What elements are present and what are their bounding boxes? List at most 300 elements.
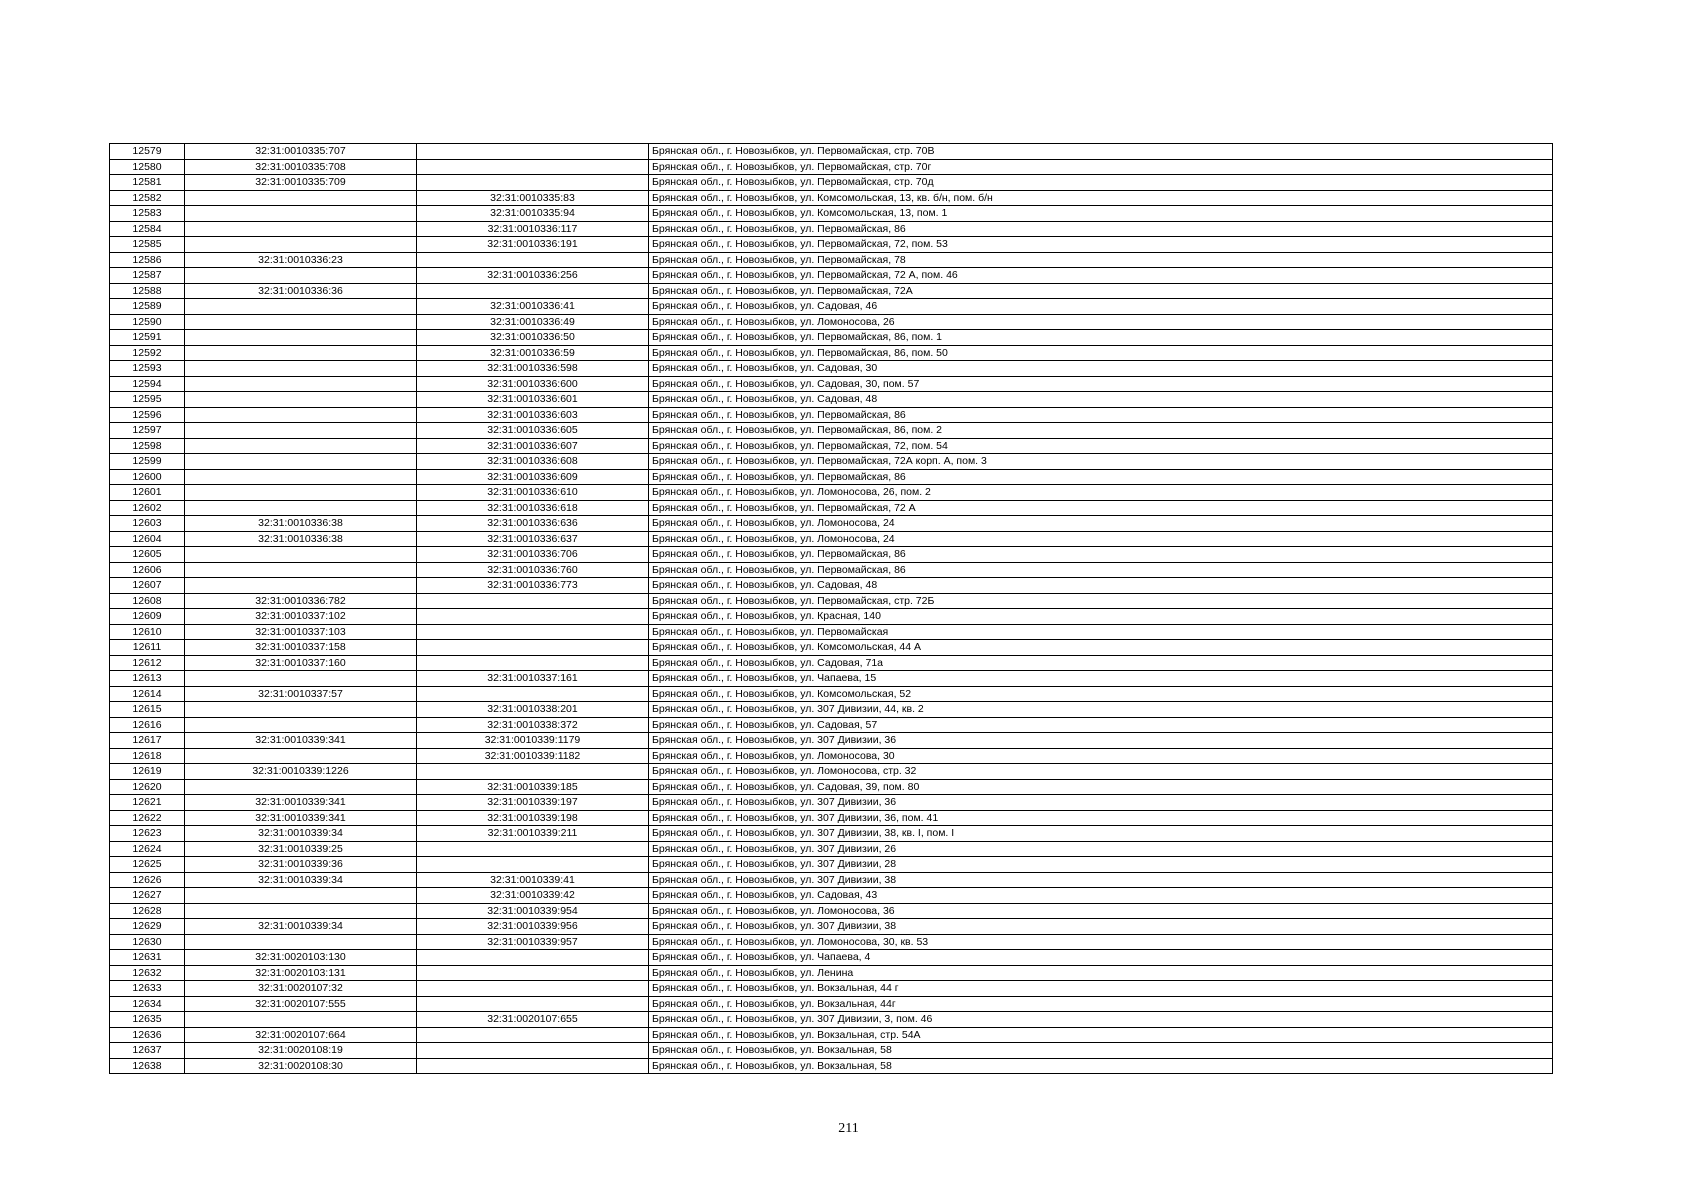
table-row	[110, 795, 1553, 811]
address-cell: Брянская обл., г. Новозыбков, ул. 307 Дивизии, 28	[649, 857, 1553, 873]
parcel-cadastral-number-cell	[185, 221, 417, 237]
address-cell: Брянская обл., г. Новозыбков, ул. Первомайская, стр. 72Б	[649, 593, 1553, 609]
table-row	[110, 981, 1553, 997]
parcel-cadastral-number-cell: 32:31:0010339:36	[185, 857, 417, 873]
object-cadastral-number-cell: 32:31:0010336:59	[417, 345, 649, 361]
table-row	[110, 919, 1553, 935]
object-cadastral-number-cell: 32:31:0010338:372	[417, 717, 649, 733]
parcel-cadastral-number-cell	[185, 748, 417, 764]
address-cell: Брянская обл., г. Новозыбков, ул. Комсомольская, 13, пом. 1	[649, 206, 1553, 222]
row-number-cell: 12610	[110, 624, 185, 640]
table-row	[110, 237, 1553, 253]
object-cadastral-number-cell	[417, 624, 649, 640]
parcel-cadastral-number-cell	[185, 903, 417, 919]
parcel-cadastral-number-cell	[185, 237, 417, 253]
table-row	[110, 454, 1553, 470]
address-cell: Брянская обл., г. Новозыбков, ул. Первомайская, 86	[649, 562, 1553, 578]
address-cell: Брянская обл., г. Новозыбков, ул. Первомайская, стр. 70В	[649, 144, 1553, 160]
row-number-cell: 12623	[110, 826, 185, 842]
parcel-cadastral-number-cell: 32:31:0010337:102	[185, 609, 417, 625]
table-row	[110, 376, 1553, 392]
object-cadastral-number-cell: 32:31:0010338:201	[417, 702, 649, 718]
row-number-cell: 12636	[110, 1027, 185, 1043]
row-number-cell: 12627	[110, 888, 185, 904]
object-cadastral-number-cell: 32:31:0010339:954	[417, 903, 649, 919]
parcel-cadastral-number-cell: 32:31:0010339:341	[185, 795, 417, 811]
parcel-cadastral-number-cell: 32:31:0010337:57	[185, 686, 417, 702]
table-row	[110, 500, 1553, 516]
address-cell: Брянская обл., г. Новозыбков, ул. Комсомольская, 44 А	[649, 640, 1553, 656]
table-row	[110, 485, 1553, 501]
address-cell: Брянская обл., г. Новозыбков, ул. Садовая, 48	[649, 578, 1553, 594]
parcel-cadastral-number-cell: 32:31:0010335:709	[185, 175, 417, 191]
table-row	[110, 299, 1553, 315]
row-number-cell: 12602	[110, 500, 185, 516]
parcel-cadastral-number-cell	[185, 779, 417, 795]
parcel-cadastral-number-cell: 32:31:0010339:34	[185, 919, 417, 935]
table-row	[110, 1043, 1553, 1059]
object-cadastral-number-cell: 32:31:0020107:655	[417, 1012, 649, 1028]
cadastral-table	[109, 143, 1553, 1074]
table-row	[110, 268, 1553, 284]
table-row	[110, 717, 1553, 733]
address-cell: Брянская обл., г. Новозыбков, ул. Ломоносова, 36	[649, 903, 1553, 919]
address-cell: Брянская обл., г. Новозыбков, ул. 307 Дивизии, 44, кв. 2	[649, 702, 1553, 718]
address-cell: Брянская обл., г. Новозыбков, ул. Ленина	[649, 965, 1553, 981]
object-cadastral-number-cell	[417, 640, 649, 656]
address-cell: Брянская обл., г. Новозыбков, ул. 307 Дивизии, 36, пом. 41	[649, 810, 1553, 826]
parcel-cadastral-number-cell: 32:31:0010336:38	[185, 516, 417, 532]
row-number-cell: 12609	[110, 609, 185, 625]
row-number-cell: 12590	[110, 314, 185, 330]
parcel-cadastral-number-cell: 32:31:0020107:32	[185, 981, 417, 997]
object-cadastral-number-cell: 32:31:0010339:956	[417, 919, 649, 935]
table-row	[110, 965, 1553, 981]
row-number-cell: 12582	[110, 190, 185, 206]
address-cell: Брянская обл., г. Новозыбков, ул. Первомайская, 72 А	[649, 500, 1553, 516]
parcel-cadastral-number-cell	[185, 407, 417, 423]
address-cell: Брянская обл., г. Новозыбков, ул. Красная, 140	[649, 609, 1553, 625]
object-cadastral-number-cell: 32:31:0010339:1179	[417, 733, 649, 749]
row-number-cell: 12612	[110, 655, 185, 671]
object-cadastral-number-cell	[417, 857, 649, 873]
object-cadastral-number-cell	[417, 159, 649, 175]
parcel-cadastral-number-cell	[185, 314, 417, 330]
parcel-cadastral-number-cell: 32:31:0020108:19	[185, 1043, 417, 1059]
address-cell: Брянская обл., г. Новозыбков, ул. Садовая, 39, пом. 80	[649, 779, 1553, 795]
row-number-cell: 12637	[110, 1043, 185, 1059]
object-cadastral-number-cell	[417, 996, 649, 1012]
row-number-cell: 12597	[110, 423, 185, 439]
row-number-cell: 12600	[110, 469, 185, 485]
page-number: 211	[838, 1121, 859, 1136]
parcel-cadastral-number-cell	[185, 702, 417, 718]
address-cell: Брянская обл., г. Новозыбков, ул. 307 Дивизии, 26	[649, 841, 1553, 857]
row-number-cell: 12635	[110, 1012, 185, 1028]
address-cell: Брянская обл., г. Новозыбков, ул. Ломоносова, 24	[649, 531, 1553, 547]
table-row	[110, 624, 1553, 640]
object-cadastral-number-cell: 32:31:0010336:600	[417, 376, 649, 392]
row-number-cell: 12586	[110, 252, 185, 268]
row-number-cell: 12606	[110, 562, 185, 578]
parcel-cadastral-number-cell: 32:31:0010339:34	[185, 872, 417, 888]
parcel-cadastral-number-cell	[185, 888, 417, 904]
address-cell: Брянская обл., г. Новозыбков, ул. Первомайская, 72, пом. 54	[649, 438, 1553, 454]
table-row	[110, 175, 1553, 191]
table-row	[110, 764, 1553, 780]
table-row	[110, 903, 1553, 919]
address-cell: Брянская обл., г. Новозыбков, ул. 307 Дивизии, 3, пом. 46	[649, 1012, 1553, 1028]
parcel-cadastral-number-cell	[185, 562, 417, 578]
table-row	[110, 748, 1553, 764]
parcel-cadastral-number-cell	[185, 671, 417, 687]
table-body	[110, 144, 1553, 1074]
table-row	[110, 531, 1553, 547]
parcel-cadastral-number-cell: 32:31:0010336:38	[185, 531, 417, 547]
parcel-cadastral-number-cell: 32:31:0010336:23	[185, 252, 417, 268]
table-row	[110, 686, 1553, 702]
address-cell: Брянская обл., г. Новозыбков, ул. Садовая, 46	[649, 299, 1553, 315]
object-cadastral-number-cell: 32:31:0010336:598	[417, 361, 649, 377]
table-row	[110, 826, 1553, 842]
object-cadastral-number-cell: 32:31:0010336:773	[417, 578, 649, 594]
parcel-cadastral-number-cell	[185, 330, 417, 346]
row-number-cell: 12585	[110, 237, 185, 253]
parcel-cadastral-number-cell: 32:31:0010335:708	[185, 159, 417, 175]
address-cell: Брянская обл., г. Новозыбков, ул. Первомайская, 86	[649, 547, 1553, 563]
object-cadastral-number-cell: 32:31:0010336:607	[417, 438, 649, 454]
address-cell: Брянская обл., г. Новозыбков, ул. Вокзальная, 58	[649, 1058, 1553, 1074]
address-cell: Брянская обл., г. Новозыбков, ул. Первомайская, 72 А, пом. 46	[649, 268, 1553, 284]
row-number-cell: 12625	[110, 857, 185, 873]
object-cadastral-number-cell: 32:31:0010336:50	[417, 330, 649, 346]
address-cell: Брянская обл., г. Новозыбков, ул. Ломоносова, стр. 32	[649, 764, 1553, 780]
row-number-cell: 12587	[110, 268, 185, 284]
table-row	[110, 1058, 1553, 1074]
row-number-cell: 12622	[110, 810, 185, 826]
address-cell: Брянская обл., г. Новозыбков, ул. Вокзальная, стр. 54А	[649, 1027, 1553, 1043]
row-number-cell: 12619	[110, 764, 185, 780]
address-cell: Брянская обл., г. Новозыбков, ул. Первомайская, стр. 70г	[649, 159, 1553, 175]
table-row	[110, 345, 1553, 361]
row-number-cell: 12598	[110, 438, 185, 454]
address-cell: Брянская обл., г. Новозыбков, ул. Комсомольская, 52	[649, 686, 1553, 702]
object-cadastral-number-cell	[417, 144, 649, 160]
row-number-cell: 12617	[110, 733, 185, 749]
table-row	[110, 702, 1553, 718]
parcel-cadastral-number-cell: 32:31:0010339:1226	[185, 764, 417, 780]
object-cadastral-number-cell	[417, 283, 649, 299]
address-cell: Брянская обл., г. Новозыбков, ул. Первомайская, 86, пом. 50	[649, 345, 1553, 361]
row-number-cell: 12584	[110, 221, 185, 237]
row-number-cell: 12614	[110, 686, 185, 702]
table-row	[110, 330, 1553, 346]
address-cell: Брянская обл., г. Новозыбков, ул. Первомайская, 86	[649, 407, 1553, 423]
row-number-cell: 12599	[110, 454, 185, 470]
address-cell: Брянская обл., г. Новозыбков, ул. Первомайская, 86	[649, 221, 1553, 237]
object-cadastral-number-cell: 32:31:0010339:42	[417, 888, 649, 904]
parcel-cadastral-number-cell: 32:31:0010339:341	[185, 733, 417, 749]
object-cadastral-number-cell: 32:31:0010336:610	[417, 485, 649, 501]
parcel-cadastral-number-cell	[185, 717, 417, 733]
row-number-cell: 12595	[110, 392, 185, 408]
parcel-cadastral-number-cell	[185, 345, 417, 361]
address-cell: Брянская обл., г. Новозыбков, ул. Вокзальная, 44г	[649, 996, 1553, 1012]
table-row	[110, 655, 1553, 671]
parcel-cadastral-number-cell	[185, 485, 417, 501]
object-cadastral-number-cell: 32:31:0010339:211	[417, 826, 649, 842]
table-row	[110, 190, 1553, 206]
row-number-cell: 12626	[110, 872, 185, 888]
parcel-cadastral-number-cell	[185, 206, 417, 222]
object-cadastral-number-cell: 32:31:0010336:609	[417, 469, 649, 485]
object-cadastral-number-cell: 32:31:0010339:957	[417, 934, 649, 950]
address-cell: Брянская обл., г. Новозыбков, ул. Садовая, 30	[649, 361, 1553, 377]
object-cadastral-number-cell	[417, 1043, 649, 1059]
table-row	[110, 221, 1553, 237]
address-cell: Брянская обл., г. Новозыбков, ул. 307 Дивизии, 38, кв. I, пом. I	[649, 826, 1553, 842]
table-row	[110, 562, 1553, 578]
row-number-cell: 12592	[110, 345, 185, 361]
table-row	[110, 733, 1553, 749]
address-cell: Брянская обл., г. Новозыбков, ул. Ломоносова, 30	[649, 748, 1553, 764]
object-cadastral-number-cell	[417, 950, 649, 966]
object-cadastral-number-cell	[417, 609, 649, 625]
table-row	[110, 547, 1553, 563]
address-cell: Брянская обл., г. Новозыбков, ул. Чапаева, 4	[649, 950, 1553, 966]
address-cell: Брянская обл., г. Новозыбков, ул. Первомайская, 72А	[649, 283, 1553, 299]
address-cell: Брянская обл., г. Новозыбков, ул. Садовая, 71а	[649, 655, 1553, 671]
parcel-cadastral-number-cell	[185, 934, 417, 950]
row-number-cell: 12580	[110, 159, 185, 175]
table-row	[110, 593, 1553, 609]
row-number-cell: 12589	[110, 299, 185, 315]
row-number-cell: 12607	[110, 578, 185, 594]
table-row	[110, 361, 1553, 377]
table-row	[110, 872, 1553, 888]
parcel-cadastral-number-cell	[185, 376, 417, 392]
address-cell: Брянская обл., г. Новозыбков, ул. 307 Дивизии, 38	[649, 872, 1553, 888]
parcel-cadastral-number-cell: 32:31:0010339:25	[185, 841, 417, 857]
table-row	[110, 252, 1553, 268]
table-row	[110, 392, 1553, 408]
parcel-cadastral-number-cell	[185, 190, 417, 206]
address-cell: Брянская обл., г. Новозыбков, ул. Садовая, 30, пом. 57	[649, 376, 1553, 392]
row-number-cell: 12615	[110, 702, 185, 718]
row-number-cell: 12624	[110, 841, 185, 857]
object-cadastral-number-cell: 32:31:0010336:605	[417, 423, 649, 439]
address-cell: Брянская обл., г. Новозыбков, ул. Первомайская, стр. 70д	[649, 175, 1553, 191]
object-cadastral-number-cell: 32:31:0010336:601	[417, 392, 649, 408]
address-cell: Брянская обл., г. Новозыбков, ул. Первомайская, 72А корп. А, пом. 3	[649, 454, 1553, 470]
object-cadastral-number-cell	[417, 981, 649, 997]
row-number-cell: 12613	[110, 671, 185, 687]
object-cadastral-number-cell	[417, 841, 649, 857]
address-cell: Брянская обл., г. Новозыбков, ул. Садовая, 57	[649, 717, 1553, 733]
address-cell: Брянская обл., г. Новозыбков, ул. Ломоносова, 24	[649, 516, 1553, 532]
address-cell: Брянская обл., г. Новозыбков, ул. Комсомольская, 13, кв. б/н, пом. б/н	[649, 190, 1553, 206]
address-cell: Брянская обл., г. Новозыбков, ул. Первомайская, 86	[649, 469, 1553, 485]
row-number-cell: 12634	[110, 996, 185, 1012]
parcel-cadastral-number-cell	[185, 268, 417, 284]
address-cell: Брянская обл., г. Новозыбков, ул. Садовая, 43	[649, 888, 1553, 904]
row-number-cell: 12608	[110, 593, 185, 609]
table-row	[110, 578, 1553, 594]
parcel-cadastral-number-cell: 32:31:0010335:707	[185, 144, 417, 160]
table-row	[110, 779, 1553, 795]
table-row	[110, 996, 1553, 1012]
parcel-cadastral-number-cell: 32:31:0010336:782	[185, 593, 417, 609]
parcel-cadastral-number-cell	[185, 1012, 417, 1028]
object-cadastral-number-cell	[417, 764, 649, 780]
row-number-cell: 12630	[110, 934, 185, 950]
parcel-cadastral-number-cell	[185, 578, 417, 594]
row-number-cell: 12628	[110, 903, 185, 919]
address-cell: Брянская обл., г. Новозыбков, ул. Чапаева, 15	[649, 671, 1553, 687]
object-cadastral-number-cell: 32:31:0010336:760	[417, 562, 649, 578]
address-cell: Брянская обл., г. Новозыбков, ул. 307 Дивизии, 36	[649, 733, 1553, 749]
object-cadastral-number-cell	[417, 1027, 649, 1043]
parcel-cadastral-number-cell	[185, 423, 417, 439]
row-number-cell: 12632	[110, 965, 185, 981]
object-cadastral-number-cell: 32:31:0010336:706	[417, 547, 649, 563]
table-row	[110, 1012, 1553, 1028]
row-number-cell: 12631	[110, 950, 185, 966]
row-number-cell: 12616	[110, 717, 185, 733]
address-cell: Брянская обл., г. Новозыбков, ул. Ломоносова, 26, пом. 2	[649, 485, 1553, 501]
object-cadastral-number-cell: 32:31:0010336:618	[417, 500, 649, 516]
row-number-cell: 12611	[110, 640, 185, 656]
row-number-cell: 12581	[110, 175, 185, 191]
table-row	[110, 950, 1553, 966]
object-cadastral-number-cell: 32:31:0010339:185	[417, 779, 649, 795]
table-row	[110, 671, 1553, 687]
table-row	[110, 469, 1553, 485]
row-number-cell: 12591	[110, 330, 185, 346]
table-row	[110, 1027, 1553, 1043]
table-row	[110, 283, 1553, 299]
address-cell: Брянская обл., г. Новозыбков, ул. Первомайская, 72, пом. 53	[649, 237, 1553, 253]
parcel-cadastral-number-cell: 32:31:0010339:341	[185, 810, 417, 826]
parcel-cadastral-number-cell	[185, 392, 417, 408]
address-cell: Брянская обл., г. Новозыбков, ул. Ломоносова, 30, кв. 53	[649, 934, 1553, 950]
table-row	[110, 810, 1553, 826]
table-row	[110, 423, 1553, 439]
row-number-cell: 12618	[110, 748, 185, 764]
object-cadastral-number-cell: 32:31:0010339:1182	[417, 748, 649, 764]
address-cell: Брянская обл., г. Новозыбков, ул. 307 Дивизии, 36	[649, 795, 1553, 811]
table-row	[110, 640, 1553, 656]
parcel-cadastral-number-cell: 32:31:0010336:36	[185, 283, 417, 299]
parcel-cadastral-number-cell	[185, 469, 417, 485]
object-cadastral-number-cell: 32:31:0010337:161	[417, 671, 649, 687]
object-cadastral-number-cell: 32:31:0010336:117	[417, 221, 649, 237]
row-number-cell: 12605	[110, 547, 185, 563]
parcel-cadastral-number-cell: 32:31:0020103:130	[185, 950, 417, 966]
table-row	[110, 888, 1553, 904]
object-cadastral-number-cell: 32:31:0010336:637	[417, 531, 649, 547]
table-row	[110, 841, 1553, 857]
parcel-cadastral-number-cell: 32:31:0010337:103	[185, 624, 417, 640]
object-cadastral-number-cell	[417, 252, 649, 268]
table-row	[110, 159, 1553, 175]
row-number-cell: 12633	[110, 981, 185, 997]
row-number-cell: 12603	[110, 516, 185, 532]
row-number-cell: 12579	[110, 144, 185, 160]
parcel-cadastral-number-cell	[185, 438, 417, 454]
table-row	[110, 144, 1553, 160]
object-cadastral-number-cell: 32:31:0010336:636	[417, 516, 649, 532]
row-number-cell: 12604	[110, 531, 185, 547]
row-number-cell: 12621	[110, 795, 185, 811]
address-cell: Брянская обл., г. Новозыбков, ул. Садовая, 48	[649, 392, 1553, 408]
row-number-cell: 12629	[110, 919, 185, 935]
row-number-cell: 12638	[110, 1058, 185, 1074]
row-number-cell: 12620	[110, 779, 185, 795]
parcel-cadastral-number-cell: 32:31:0020107:555	[185, 996, 417, 1012]
object-cadastral-number-cell: 32:31:0010339:41	[417, 872, 649, 888]
object-cadastral-number-cell	[417, 655, 649, 671]
row-number-cell: 12583	[110, 206, 185, 222]
parcel-cadastral-number-cell	[185, 547, 417, 563]
address-cell: Брянская обл., г. Новозыбков, ул. Ломоносова, 26	[649, 314, 1553, 330]
object-cadastral-number-cell: 32:31:0010335:83	[417, 190, 649, 206]
object-cadastral-number-cell	[417, 686, 649, 702]
parcel-cadastral-number-cell: 32:31:0010337:158	[185, 640, 417, 656]
object-cadastral-number-cell	[417, 593, 649, 609]
object-cadastral-number-cell: 32:31:0010335:94	[417, 206, 649, 222]
object-cadastral-number-cell: 32:31:0010336:608	[417, 454, 649, 470]
object-cadastral-number-cell: 32:31:0010339:198	[417, 810, 649, 826]
table-row	[110, 934, 1553, 950]
address-cell: Брянская обл., г. Новозыбков, ул. Первомайская	[649, 624, 1553, 640]
object-cadastral-number-cell: 32:31:0010339:197	[417, 795, 649, 811]
parcel-cadastral-number-cell: 32:31:0020108:30	[185, 1058, 417, 1074]
object-cadastral-number-cell: 32:31:0010336:256	[417, 268, 649, 284]
object-cadastral-number-cell	[417, 175, 649, 191]
row-number-cell: 12594	[110, 376, 185, 392]
parcel-cadastral-number-cell	[185, 299, 417, 315]
table-row	[110, 516, 1553, 532]
parcel-cadastral-number-cell: 32:31:0010339:34	[185, 826, 417, 842]
row-number-cell: 12601	[110, 485, 185, 501]
address-cell: Брянская обл., г. Новозыбков, ул. Первомайская, 78	[649, 252, 1553, 268]
object-cadastral-number-cell: 32:31:0010336:603	[417, 407, 649, 423]
parcel-cadastral-number-cell: 32:31:0010337:160	[185, 655, 417, 671]
parcel-cadastral-number-cell	[185, 500, 417, 516]
row-number-cell: 12588	[110, 283, 185, 299]
object-cadastral-number-cell	[417, 1058, 649, 1074]
object-cadastral-number-cell: 32:31:0010336:49	[417, 314, 649, 330]
table-row	[110, 438, 1553, 454]
address-cell: Брянская обл., г. Новозыбков, ул. Вокзальная, 44 г	[649, 981, 1553, 997]
document-table-container	[109, 143, 1553, 1074]
table-row	[110, 314, 1553, 330]
parcel-cadastral-number-cell: 32:31:0020107:664	[185, 1027, 417, 1043]
address-cell: Брянская обл., г. Новозыбков, ул. 307 Дивизии, 38	[649, 919, 1553, 935]
table-row	[110, 407, 1553, 423]
table-row	[110, 857, 1553, 873]
row-number-cell: 12593	[110, 361, 185, 377]
object-cadastral-number-cell: 32:31:0010336:41	[417, 299, 649, 315]
address-cell: Брянская обл., г. Новозыбков, ул. Вокзальная, 58	[649, 1043, 1553, 1059]
row-number-cell: 12596	[110, 407, 185, 423]
table-row	[110, 206, 1553, 222]
object-cadastral-number-cell: 32:31:0010336:191	[417, 237, 649, 253]
parcel-cadastral-number-cell	[185, 361, 417, 377]
parcel-cadastral-number-cell	[185, 454, 417, 470]
address-cell: Брянская обл., г. Новозыбков, ул. Первомайская, 86, пом. 2	[649, 423, 1553, 439]
